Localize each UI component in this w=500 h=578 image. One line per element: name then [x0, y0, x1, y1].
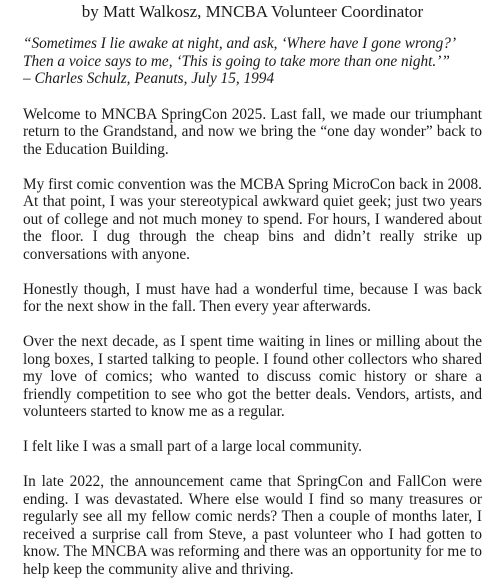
epigraph-attribution: – Charles Schulz, Peanuts, July 15, 1994: [23, 70, 482, 88]
paragraph: I felt like I was a small part of a large local community.: [23, 438, 482, 456]
paragraph: My first comic convention was the MCBA Spring MicroCon back in 2008. At that point, I was your stereotypical awkward quiet geek; just two years out of college and not much money to spend. For hours, I wandered about the floor. I dug through the cheap bins and didn’t really strike up conversations with anyone.: [23, 176, 482, 264]
paragraph: Welcome to MNCBA SpringCon 2025. Last fall, we made our triumphant return to the Grandstand, and now we bring the “one day wonder” back to the Education Building.: [23, 106, 482, 159]
epigraph-quote: “Sometimes I lie awake at night, and ask, ‘Where have I gone wrong?’ Then a voice says to me, ‘This is going to take more than one night.’”: [23, 35, 454, 70]
paragraph: Over the next decade, as I spent time waiting in lines or milling about the long boxes, I started talking to people. I found other collectors who shared my love of comics; who wanted to discuss comic history or share a friendly competition to see who got the better deals. Vendors, artists, and volunteers started to know me as a regular.: [23, 333, 482, 421]
byline: by Matt Walkosz, MNCBA Volunteer Coordinator: [23, 0, 482, 23]
paragraph: Honestly though, I must have had a wonderful time, because I was back for the next show in the fall. Then every year afterwards.: [23, 281, 482, 316]
paragraph: In late 2022, the announcement came that SpringCon and FallCon were ending. I was devastated. Where else would I find so many treasures or regularly see all my fellow comic nerds? Then a couple of months later, I received a surprise call from Steve, a past volunteer who I had gotten to know. The MNCBA was reforming and there was an opportunity for me to help keep the community alive and thriving.: [23, 473, 482, 578]
article-body: [23, 106, 482, 578]
epigraph: [23, 35, 482, 88]
